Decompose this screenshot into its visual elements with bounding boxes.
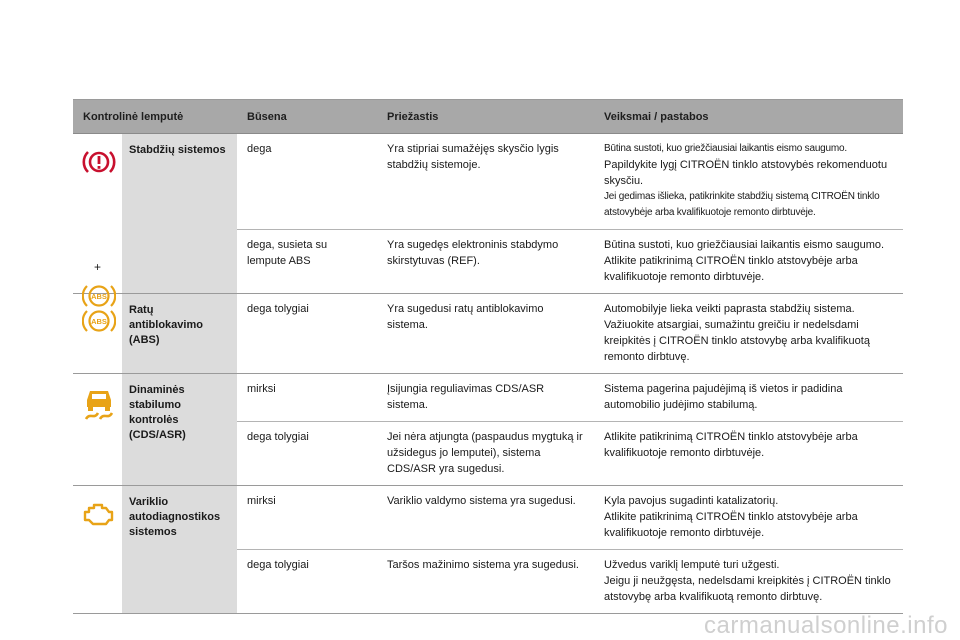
action-cell: Būtina sustoti, kuo griežčiausiai laikantis eismo saugumo. Atlikite patikrinimą CITROËN tinklo atstovybėje arba kvalifikuotoje remonto dirbtuvėje.	[604, 239, 885, 283]
warning-lights-table	[73, 99, 903, 614]
status-cell: mirksi	[247, 383, 276, 395]
group-abs	[73, 294, 903, 374]
cause-cell: Variklio valdymo sistema yra sugedusi.	[387, 495, 576, 507]
status-cell: dega tolygiai	[247, 431, 309, 443]
brake-warning-icon	[82, 145, 116, 179]
action-cell: Būtina sustoti, kuo griežčiausiai laikantis eismo saugumo. Papildykite lygį CITROËN tinklo atstovybės rekomenduotu skysčiu. Jei gedimas išlieka, patikrinkite stabdžių sistemą CITROËN tinklo atstovybėje arba kvalifikuotoje remonto dirbtuvėje.	[604, 143, 888, 218]
header-status: Būsena	[247, 111, 287, 123]
status-cell: dega	[247, 143, 272, 155]
cause-cell: Jei nėra atjungta (paspaudus mygtuką ir užsidegus jo lemputei), sistema CDS/ASR yra sugedusi.	[387, 431, 583, 475]
table-row	[237, 294, 903, 373]
table-row	[237, 549, 903, 613]
table-row	[237, 421, 903, 485]
table-row	[237, 134, 903, 229]
plus-sign: +	[94, 260, 102, 274]
status-cell: dega tolygiai	[247, 303, 309, 315]
group-name: Variklio autodiagnostikos sistemos	[122, 486, 237, 613]
group-name: Ratų antiblokavimo (ABS)	[122, 294, 237, 373]
header-cause: Priežastis	[387, 111, 439, 123]
group-engine-diagnostics	[73, 486, 903, 614]
cause-cell: Taršos mažinimo sistema yra sugedusi.	[387, 559, 579, 571]
group-brake-system	[73, 134, 903, 301]
table-header	[73, 100, 903, 134]
engine-check-icon	[82, 500, 116, 528]
cause-cell: Yra stipriai sumažėjęs skysčio lygis stabdžių sistemoje.	[387, 143, 559, 171]
action-cell: Kyla pavojus sugadinti katalizatorių. Atlikite patikrinimą CITROËN tinklo atstovybėje arba kvalifikuotoje remonto dirbtuvėje.	[604, 495, 858, 539]
status-cell: dega tolygiai	[247, 559, 309, 571]
status-cell: dega, susieta su lempute ABS	[247, 239, 328, 267]
action-cell: Atlikite patikrinimą CITROËN tinklo atstovybėje arba kvalifikuotoje remonto dirbtuvėje.	[604, 431, 858, 459]
group-name: Stabdžių sistemos	[122, 134, 237, 293]
action-cell: Sistema pagerina pajudėjimą iš vietos ir padidina automobilio judėjimo stabilumą.	[604, 383, 843, 411]
cause-cell: Yra sugedęs elektroninis stabdymo skirstytuvas (REF).	[387, 239, 559, 267]
action-cell: Užvedus variklį lemputė turi užgesti. Jeigu ji neužgęsta, nedelsdami kreipkitės į CITROËN tinklo atstovybę arba kvalifikuotą remonto dirbtuvę.	[604, 559, 891, 603]
group-name: Dinaminės stabilumo kontrolės (CDS/ASR)	[122, 374, 237, 485]
cause-cell: Yra sugedusi ratų antiblokavimo sistema.	[387, 303, 544, 331]
header-warning-light: Kontrolinė lemputė	[83, 111, 184, 123]
abs-icon	[82, 304, 116, 338]
header-action: Veiksmai / pastabos	[604, 111, 709, 123]
watermark: carmanualsonline.info	[704, 612, 948, 639]
action-cell: Automobilyje lieka veikti paprasta stabdžių sistema. Važiuokite atsargiai, sumažintu greičiu ir nedelsdami kreipkitės į CITROËN tinklo atstovybę arba kvalifikuotą remonto dirbtuvę.	[604, 303, 870, 363]
status-cell: mirksi	[247, 495, 276, 507]
stability-control-icon	[82, 386, 116, 422]
table-row	[237, 486, 903, 549]
group-stability-control	[73, 374, 903, 486]
table-row	[237, 229, 903, 293]
svg-text:ABS: ABS	[91, 317, 107, 326]
cause-cell: Įsijungia reguliavimas CDS/ASR sistema.	[387, 383, 545, 411]
svg-text:ABS: ABS	[91, 292, 107, 301]
table-row	[237, 374, 903, 421]
